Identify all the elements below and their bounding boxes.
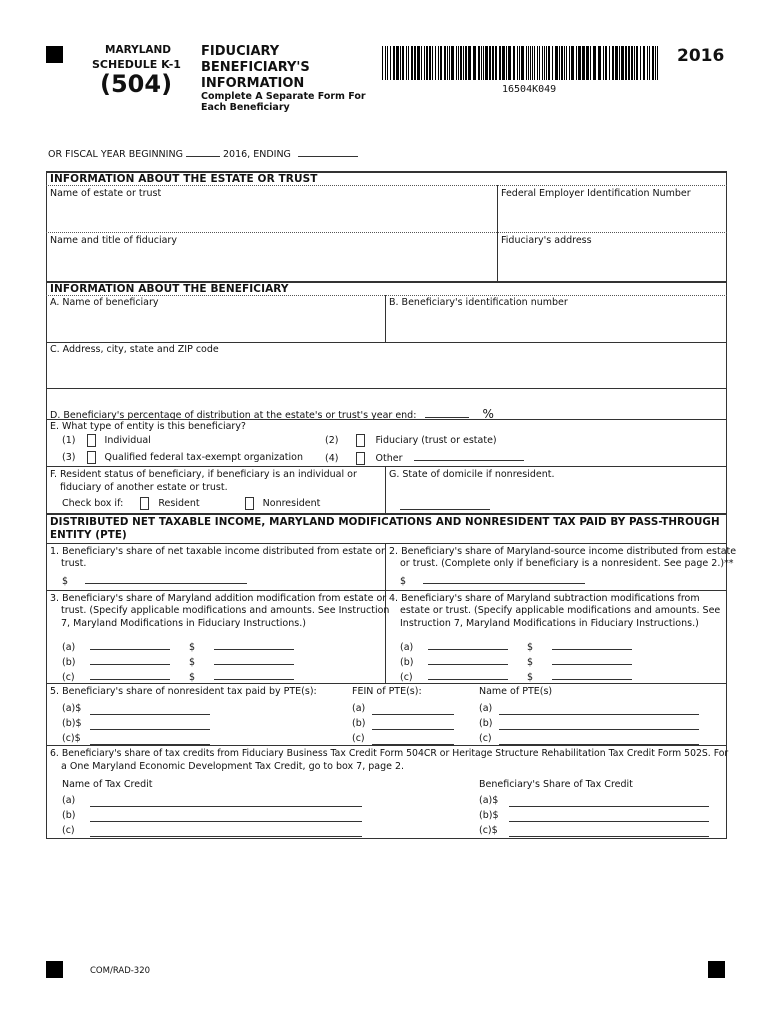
rule bbox=[46, 590, 727, 591]
fiduciary-name-label: Name and title of fiduciary bbox=[50, 235, 177, 246]
beneficiary-name-label: A. Name of beneficiary bbox=[50, 297, 159, 308]
line-4-label-2: estate or trust. (Specify applicable modifications and amounts. See bbox=[400, 605, 721, 616]
line-1-amount-field[interactable] bbox=[85, 574, 247, 584]
beneficiary-section-title: INFORMATION ABOUT THE BENEFICIARY bbox=[50, 283, 289, 295]
fiscal-year-prefix: OR FISCAL YEAR BEGINNING bbox=[48, 149, 183, 160]
beneficiary-address-label: C. Address, city, state and ZIP code bbox=[50, 344, 219, 355]
line-5c-label: (c)$ bbox=[62, 733, 81, 744]
dollar-sign: $ bbox=[400, 576, 407, 587]
entity-individual-checkbox[interactable] bbox=[87, 434, 96, 447]
resident-status-label-1: F. Resident status of beneficiary, if beneficiary is an individual or bbox=[50, 469, 357, 480]
fiduciary-address-label: Fiduciary's address bbox=[501, 235, 592, 246]
registration-mark-top-left bbox=[46, 46, 63, 63]
line-3a-description[interactable] bbox=[90, 640, 170, 650]
resident-label: Resident bbox=[158, 498, 200, 509]
item-label: (c) bbox=[62, 672, 75, 683]
check-box-if-label: Check box if: bbox=[62, 498, 124, 509]
item-label: (a) bbox=[62, 642, 76, 653]
beneficiary-id-label: B. Beneficiary's identification number bbox=[389, 297, 568, 308]
line-3a-amount[interactable] bbox=[214, 640, 294, 650]
resident-status-label-2: fiduciary of another estate or trust. bbox=[60, 482, 228, 493]
entity-type-4[interactable] bbox=[325, 451, 524, 465]
title-line-3: INFORMATION bbox=[201, 76, 305, 91]
line-4-label-3: Instruction 7, Maryland Modifications in Fiduciary Instructions.) bbox=[400, 618, 699, 629]
state-label: MARYLAND bbox=[105, 44, 172, 56]
domicile-label: G. State of domicile if nonresident. bbox=[389, 469, 555, 480]
line-6b-share-label: (b)$ bbox=[479, 810, 499, 821]
line-3-item-a[interactable] bbox=[62, 640, 294, 653]
line-5-fein-label: FEIN of PTE(s): bbox=[352, 686, 422, 697]
schedule-label: SCHEDULE K-1 bbox=[92, 58, 181, 71]
entity-fiduciary-checkbox[interactable] bbox=[356, 434, 365, 447]
barcode bbox=[382, 46, 662, 80]
line-5b-amount[interactable] bbox=[90, 720, 210, 730]
fiscal-year-middle: 2016, ENDING bbox=[223, 149, 291, 160]
line-3-label-3: 7, Maryland Modifications in Fiduciary Instructions.) bbox=[61, 618, 306, 629]
entity-type-3[interactable] bbox=[62, 451, 303, 464]
line-5-label: 5. Beneficiary's share of nonresident tax paid by PTE(s): bbox=[50, 686, 317, 697]
line-5a-fein[interactable] bbox=[372, 705, 454, 715]
line-3b-amount[interactable] bbox=[214, 655, 294, 665]
line-5a-name-label: (a) bbox=[479, 703, 493, 714]
tax-credit-share-header: Beneficiary's Share of Tax Credit bbox=[479, 779, 633, 790]
dollar-sign: $ bbox=[188, 672, 196, 683]
line-4b-description[interactable] bbox=[428, 655, 508, 665]
entity-type-label: E. What type of entity is this beneficiary? bbox=[50, 421, 246, 432]
line-5a-label: (a)$ bbox=[62, 703, 82, 714]
line-4-item-b[interactable] bbox=[400, 655, 632, 668]
beneficiary-address-field[interactable] bbox=[50, 344, 219, 355]
line-5b-fein[interactable] bbox=[372, 720, 454, 730]
barcode-number: 16504K049 bbox=[502, 84, 557, 95]
line-6b-share[interactable] bbox=[509, 812, 709, 822]
tax-year: 2016 bbox=[677, 46, 725, 66]
fiscal-year-end-field[interactable] bbox=[298, 147, 358, 157]
beneficiary-id-field[interactable] bbox=[389, 297, 568, 308]
rule bbox=[46, 232, 727, 233]
line-6c-credit-name[interactable] bbox=[90, 827, 362, 837]
line-4a-description[interactable] bbox=[428, 640, 508, 650]
line-5b-label: (b)$ bbox=[62, 718, 82, 729]
line-6b-credit-name[interactable] bbox=[90, 812, 362, 822]
entity-type-1[interactable] bbox=[62, 434, 151, 447]
line-3c-description[interactable] bbox=[90, 670, 170, 680]
line-3b-description[interactable] bbox=[90, 655, 170, 665]
entity-other-checkbox[interactable] bbox=[356, 452, 365, 465]
resident-checkbox[interactable] bbox=[140, 497, 149, 510]
line-4-item-a[interactable] bbox=[400, 640, 632, 653]
percent-sign: % bbox=[482, 407, 494, 421]
line-3-label-2: trust. (Specify applicable modifications and amounts. See Instruction bbox=[61, 605, 390, 616]
dollar-sign: $ bbox=[188, 642, 196, 653]
line-2-amount[interactable] bbox=[400, 574, 585, 587]
rule bbox=[46, 466, 727, 467]
line-6-label-1: 6. Beneficiary's share of tax credits from Fiduciary Business Tax Credit Form 504CR or Heritage Structure Rehabilitation Tax Credit Form 502S. For bbox=[50, 748, 729, 759]
entity-type-2-num: (2) bbox=[325, 435, 339, 446]
line-5b-name-label: (b) bbox=[479, 718, 493, 729]
line-6a-share-label: (a)$ bbox=[479, 795, 499, 806]
rule bbox=[46, 745, 727, 746]
domicile-field[interactable] bbox=[400, 500, 490, 510]
line-3-item-c[interactable] bbox=[62, 670, 294, 683]
line-5c-amount[interactable] bbox=[90, 735, 210, 745]
line-5c-name[interactable] bbox=[499, 735, 699, 745]
distributed-section-title-1: DISTRIBUTED NET TAXABLE INCOME, MARYLAND MODIFICATIONS AND NONRESIDENT TAX PAID BY PASS-THROUGH bbox=[50, 516, 720, 528]
estate-name-field[interactable] bbox=[50, 188, 161, 199]
entity-tax-exempt-checkbox[interactable] bbox=[87, 451, 96, 464]
nonresident-label: Nonresident bbox=[262, 498, 321, 509]
tax-credit-name-header: Name of Tax Credit bbox=[62, 779, 153, 790]
entity-type-1-num: (1) bbox=[62, 435, 76, 446]
line-4b-amount[interactable] bbox=[552, 655, 632, 665]
line-5a-amount[interactable] bbox=[90, 705, 210, 715]
title-line-1: FIDUCIARY bbox=[201, 44, 280, 59]
entity-type-3-num: (3) bbox=[62, 452, 76, 463]
line-5a-name[interactable] bbox=[499, 705, 699, 715]
line-1-label-2: trust. bbox=[61, 558, 87, 569]
rule bbox=[46, 838, 727, 839]
dollar-sign: $ bbox=[62, 576, 69, 587]
rule bbox=[46, 342, 727, 343]
item-label: (a) bbox=[400, 642, 414, 653]
rule bbox=[385, 466, 386, 513]
subtitle: Complete A Separate Form For Each Beneficiary bbox=[201, 91, 366, 113]
dollar-sign: $ bbox=[526, 657, 534, 668]
line-6c-label: (c) bbox=[62, 825, 75, 836]
dollar-sign: $ bbox=[526, 672, 534, 683]
line-3c-amount[interactable] bbox=[214, 670, 294, 680]
line-4-item-c[interactable] bbox=[400, 670, 632, 683]
line-6c-share-label: (c)$ bbox=[479, 825, 498, 836]
line-6a-credit-name[interactable] bbox=[90, 797, 362, 807]
nonresident-checkbox[interactable] bbox=[245, 497, 254, 510]
line-6a-label: (a) bbox=[62, 795, 76, 806]
rule bbox=[46, 683, 727, 684]
dollar-sign: $ bbox=[526, 642, 534, 653]
resident-status-row bbox=[62, 497, 320, 510]
rule bbox=[46, 388, 727, 389]
rule bbox=[46, 419, 727, 420]
line-1-amount[interactable] bbox=[62, 574, 247, 587]
entity-other-label: Other bbox=[375, 453, 403, 464]
line-5b-fein-label: (b) bbox=[352, 718, 366, 729]
fiscal-year-row bbox=[48, 147, 358, 160]
line-2-label-1: 2. Beneficiary's share of Maryland-source income distributed from estate bbox=[389, 546, 737, 557]
line-5c-fein[interactable] bbox=[372, 735, 454, 745]
item-label: (b) bbox=[400, 657, 414, 668]
dollar-sign: $ bbox=[188, 657, 196, 668]
rule bbox=[46, 543, 727, 544]
fein-field[interactable] bbox=[501, 188, 691, 199]
form-number: (504) bbox=[100, 70, 173, 98]
estate-section-title: INFORMATION ABOUT THE ESTATE OR TRUST bbox=[50, 173, 318, 185]
entity-fiduciary-label: Fiduciary (trust or estate) bbox=[375, 435, 497, 446]
line-6-label-2: a One Maryland Economic Development Tax Credit, go to box 7, page 2. bbox=[61, 761, 405, 772]
fiscal-year-begin-field[interactable] bbox=[186, 147, 220, 157]
line-3-item-b[interactable] bbox=[62, 655, 294, 668]
beneficiary-name-field[interactable] bbox=[50, 297, 159, 308]
rule bbox=[385, 295, 386, 342]
rule bbox=[497, 185, 498, 282]
line-6b-label: (b) bbox=[62, 810, 76, 821]
title-line-2: BENEFICIARY'S bbox=[201, 60, 310, 75]
rule bbox=[46, 295, 727, 296]
line-1-label-1: 1. Beneficiary's share of net taxable income distributed from estate or bbox=[50, 546, 385, 557]
line-4c-amount[interactable] bbox=[552, 670, 632, 680]
rule bbox=[46, 185, 727, 186]
line-2-amount-field[interactable] bbox=[423, 574, 585, 584]
entity-type-4-num: (4) bbox=[325, 453, 339, 464]
line-2-label-2: or trust. (Complete only if beneficiary is a nonresident. See page 2.)** bbox=[400, 558, 734, 569]
line-6a-share[interactable] bbox=[509, 797, 709, 807]
entity-type-2[interactable] bbox=[325, 434, 497, 447]
item-label: (b) bbox=[62, 657, 76, 668]
line-5b-name[interactable] bbox=[499, 720, 699, 730]
registration-mark-bottom-left bbox=[46, 961, 63, 978]
line-4-label-1: 4. Beneficiary's share of Maryland subtraction modifications from bbox=[389, 593, 700, 604]
line-4a-amount[interactable] bbox=[552, 640, 632, 650]
line-5c-name-label: (c) bbox=[479, 733, 492, 744]
entity-tax-exempt-label: Qualified federal tax-exempt organization bbox=[104, 452, 304, 463]
estate-name-label: Name of estate or trust bbox=[50, 188, 162, 199]
fein-label: Federal Employer Identification Number bbox=[501, 188, 691, 199]
form-code: COM/RAD-320 bbox=[90, 966, 151, 976]
entity-individual-label: Individual bbox=[104, 435, 151, 446]
line-5a-fein-label: (a) bbox=[352, 703, 366, 714]
distributed-section-title-2: ENTITY (PTE) bbox=[50, 529, 127, 541]
fiduciary-name-field[interactable] bbox=[50, 235, 177, 246]
entity-other-field[interactable] bbox=[414, 451, 524, 461]
line-5c-fein-label: (c) bbox=[352, 733, 365, 744]
fiduciary-address-field[interactable] bbox=[501, 235, 592, 246]
line-6c-share[interactable] bbox=[509, 827, 709, 837]
registration-mark-bottom-right bbox=[708, 961, 725, 978]
line-4c-description[interactable] bbox=[428, 670, 508, 680]
line-5-name-label: Name of PTE(s) bbox=[479, 686, 553, 697]
item-label: (c) bbox=[400, 672, 413, 683]
distribution-percentage-label: D. Beneficiary's percentage of distribution at the estate's or trust's year end: bbox=[50, 410, 417, 421]
line-3-label-1: 3. Beneficiary's share of Maryland addition modification from estate or bbox=[50, 593, 387, 604]
distribution-percentage-field[interactable] bbox=[425, 408, 469, 418]
